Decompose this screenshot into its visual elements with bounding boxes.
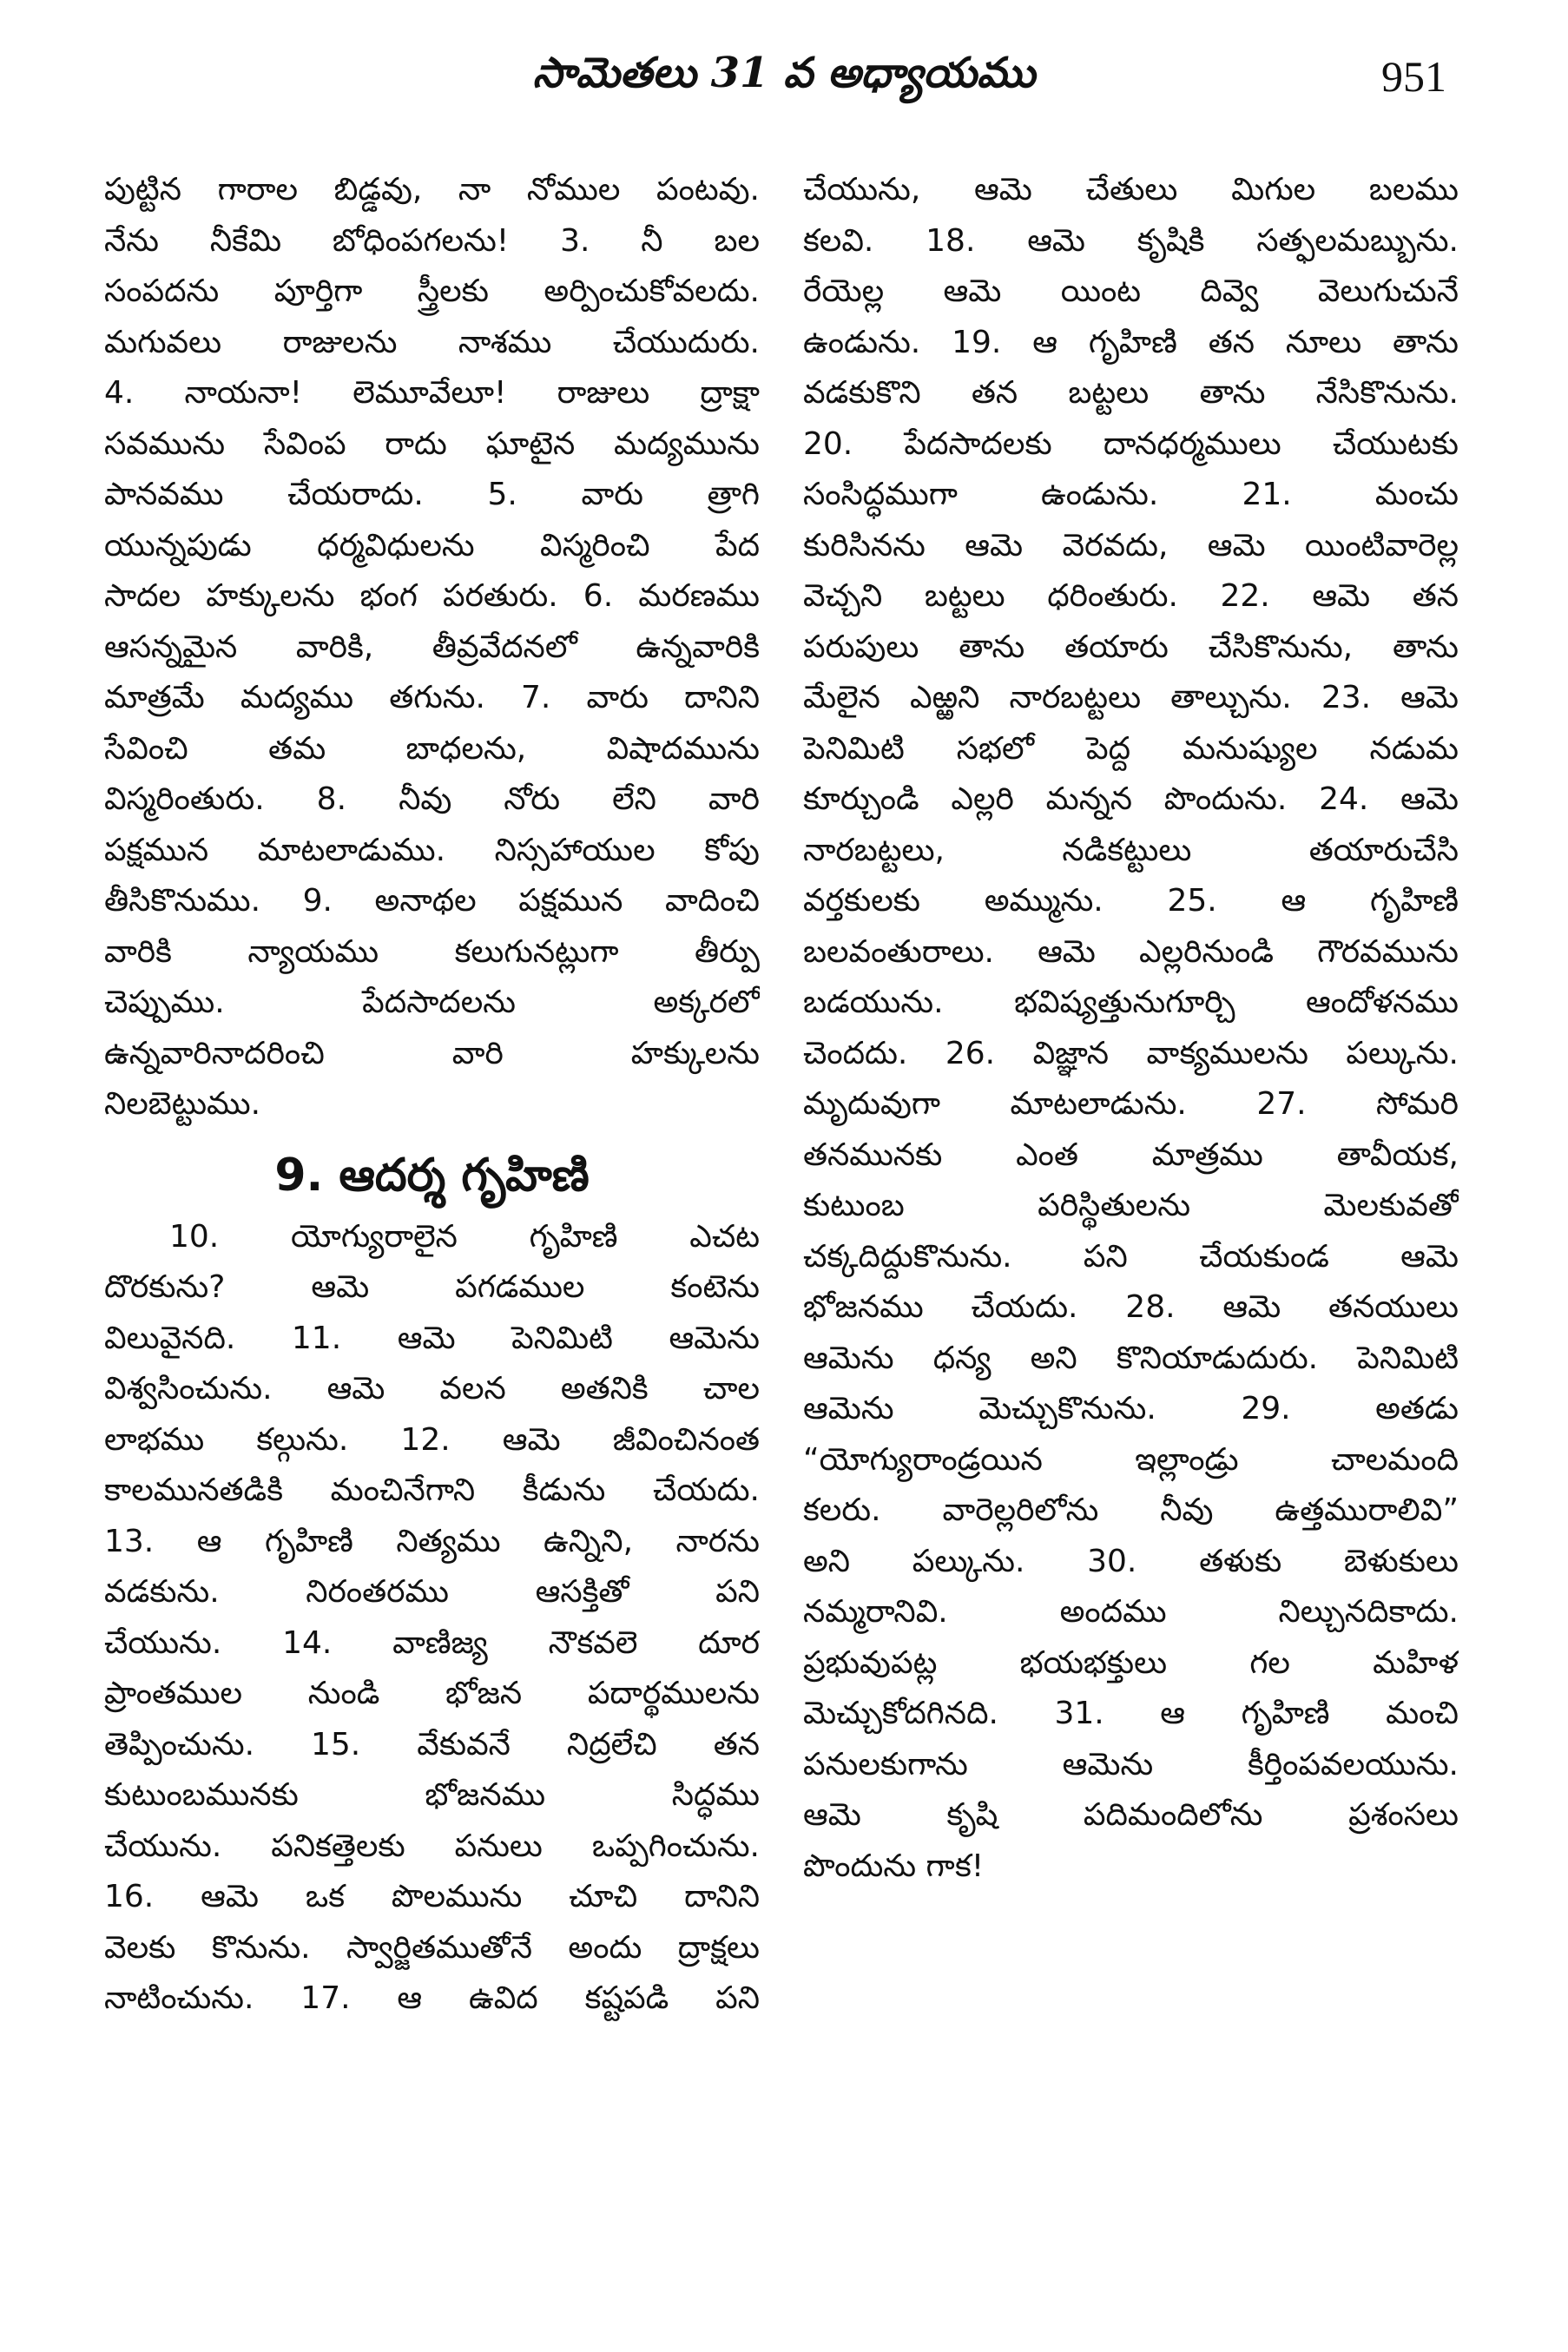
text-line: 20. పేదసాదలకు దానధర్మములు చేయుటకు	[803, 425, 1459, 462]
page-header	[0, 38, 1568, 116]
text-line: పరుపులు తాను తయారు చేసికొనును, తాను	[803, 629, 1459, 665]
text-line: ప్రాంతముల నుండి భోజన పదార్థములను	[104, 1676, 760, 1711]
text-line: పుట్టిన గారాల బిడ్డవు, నా నోముల పంటవు.	[104, 172, 760, 208]
text-line: కురిసినను ఆమె వెరవదు, ఆమె యింటివారెల్ల	[803, 527, 1459, 563]
text-line: నేను నీకేమి బోధింపగలను! 3. నీ బల	[104, 222, 760, 259]
text-line: “యోగ్యురాండ్రయిన ఇల్లాండ్రు చాలమంది	[803, 1441, 1459, 1478]
text-line: వారికి న్యాయము కలుగునట్లుగా తీర్పు	[104, 933, 760, 970]
page-number: 951	[1381, 52, 1446, 101]
text-line: కుటుంబ పరిస్థితులను మెలకువతో	[803, 1188, 1459, 1223]
text-line: చేయును, ఆమె చేతులు మిగుల బలము	[803, 172, 1459, 208]
text-line: పెనిమిటి సభలో పెద్ద మనుష్యుల నడుమ	[803, 730, 1459, 767]
text-line: ఉండును. 19. ఆ గృహిణి తన నూలు తాను	[803, 324, 1459, 360]
text-line: నారబట్టలు, నడికట్టులు తయారుచేసి	[803, 832, 1459, 868]
text-line: 10. యోగ్యురాలైన గృహిణి ఎచట	[169, 1218, 760, 1255]
section-heading: 9. ఆదర్శ గృహిణి	[274, 1149, 590, 1202]
text-line: మగువలు రాజులను నాశము చేయుదురు.	[104, 324, 760, 360]
text-line: వడకుకొని తన బట్టలు తాను నేసికొనును.	[803, 375, 1459, 411]
text-line: పనులకుగాను ఆమెను కీర్తింపవలయును.	[803, 1746, 1459, 1782]
text-line: చేయును. 14. వాణిజ్య నౌకవలె దూర	[104, 1624, 760, 1661]
text-line: ఆమెను ధన్య అని కొనియాడుదురు. పెనిమిటి	[803, 1340, 1459, 1376]
text-line: నాటించును. 17. ఆ ఉవిద కష్టపడి పని	[104, 1980, 760, 2016]
text-line: తెప్పించును. 15. వేకువనే నిద్రలేచి తన	[104, 1726, 760, 1762]
text-line: సంసిద్ధముగా ఉండును. 21. మంచు	[803, 477, 1459, 512]
text-line: చక్కదిద్దుకొనును. పని చేయకుండ ఆమె	[803, 1238, 1459, 1275]
text-line: మాత్రమే మద్యము తగును. 7. వారు దానిని	[104, 680, 760, 715]
text-line: వడకును. నిరంతరము ఆసక్తితో పని	[104, 1574, 760, 1610]
text-line: చెప్పుము. పేదసాదలను అక్కరలో	[104, 985, 760, 1020]
text-line: విస్మరింతురు. 8. నీవు నోరు లేని వారి	[104, 781, 760, 817]
left-column-text-before	[104, 165, 760, 1130]
text-line: చేయును. పనికత్తెలకు పనులు ఒప్పగించును.	[104, 1828, 760, 1864]
text-line: ఆమెను మెచ్చుకొనును. 29. అతడు	[803, 1391, 1459, 1426]
left-column	[104, 165, 760, 2025]
text-line: పక్షమున మాటలాడుము. నిస్సహాయుల కోపు	[104, 832, 760, 868]
text-line: ప్రభువుపట్ల భయభక్తులు గల మహిళ	[803, 1644, 1459, 1681]
text-line: వెచ్చని బట్టలు ధరింతురు. 22. ఆమె తన	[803, 578, 1459, 614]
text-line: వెలకు కొనును. స్వార్జితముతోనే అందు ద్రాక్షలు	[104, 1929, 760, 1966]
text-line: యున్నపుడు ధర్మవిధులను విస్మరించి పేద	[104, 527, 760, 563]
text-line: ఆసన్నమైన వారికి, తీవ్రవేదనలో ఉన్నవారికి	[104, 629, 760, 665]
running-title: సామెతలు 31 వ అధ్యాయము	[532, 49, 1036, 97]
text-line: కుటుంబమునకు భోజనము సిద్ధము	[104, 1777, 760, 1813]
left-column-text-after	[104, 1212, 760, 2025]
text-line: పానవము చేయరాదు. 5. వారు త్రాగి	[104, 477, 760, 512]
text-line: దొరకును? ఆమె పగడముల కంటెను	[104, 1269, 760, 1305]
text-line: తనమునకు ఎంత మాత్రము తావీయక,	[803, 1136, 1459, 1173]
text-line: నమ్మరానివి. అందము నిల్చునదికాదు.	[803, 1594, 1459, 1630]
text-line: సంపదను పూర్తిగా స్త్రీలకు అర్పించుకోవలదు.	[104, 273, 760, 309]
text-line: ఉన్నవారినాదరించి వారి హక్కులను	[104, 1035, 760, 1071]
text-line: 4. నాయనా! లెమూవేలూ! రాజులు ద్రాక్షా	[104, 375, 760, 411]
text-line: మృదువుగా మాటలాడును. 27. సోమరి	[803, 1086, 1459, 1122]
right-column	[803, 165, 1459, 1892]
text-line: వర్తకులకు అమ్మును. 25. ఆ గృహిణి	[803, 883, 1459, 919]
text-line: కూర్చుండి ఎల్లరి మన్నన పొందును. 24. ఆమె	[803, 781, 1459, 817]
text-line: చెందదు. 26. విజ్ఞాన వాక్యములను పల్కును.	[803, 1035, 1459, 1071]
text-line: రేయెల్ల ఆమె యింట దివ్వె వెలుగుచునే	[803, 273, 1459, 309]
text-line: ఆమె కృషి పదిమందిలోను ప్రశంసలు	[803, 1797, 1459, 1833]
text-line: బడయును. భవిష్యత్తునుగూర్చి ఆందోళనము	[803, 985, 1459, 1020]
text-line: 13. ఆ గృహిణి నిత్యము ఉన్నిని, నారను	[104, 1523, 760, 1559]
text-line: కలరు. వారెల్లరిలోను నీవు ఉత్తమురాలివి”	[803, 1492, 1459, 1528]
text-line: సవమును సేవింప రాదు ఘాటైన మద్యమును	[104, 425, 760, 462]
text-line: మేలైన ఎఱ్ఱని నారబట్టలు తాల్చును. 23. ఆమె	[803, 680, 1459, 715]
text-line: మెచ్చుకోదగినది. 31. ఆ గృహిణి మంచి	[803, 1696, 1459, 1731]
text-line: కాలమునతడికి మంచినేగాని కీడును చేయదు.	[104, 1472, 760, 1508]
text-line: నిలబెట్టుము.	[104, 1086, 261, 1122]
text-line: అని పల్కును. 30. తళుకు బెళుకులు	[803, 1543, 1459, 1579]
text-line: పొందును గాక!	[803, 1848, 985, 1884]
text-line: విలువైనది. 11. ఆమె పెనిమిటి ఆమెను	[104, 1320, 760, 1356]
text-line: విశ్వసించును. ఆమె వలన అతనికి చాల	[104, 1371, 760, 1407]
text-line: సాదల హక్కులను భంగ పరతురు. 6. మరణము	[104, 578, 760, 614]
text-line: లాభము కల్గును. 12. ఆమె జీవించినంత	[104, 1421, 760, 1458]
text-line: కలవి. 18. ఆమె కృషికి సత్ఫలమబ్బును.	[803, 222, 1459, 259]
text-line: 16. ఆమె ఒక పొలమును చూచి దానిని	[104, 1879, 760, 1914]
text-line: తీసికొనుము. 9. అనాథల పక్షమున వాదించి	[104, 883, 760, 919]
text-line: భోజనము చేయదు. 28. ఆమె తనయులు	[803, 1289, 1459, 1325]
text-line: సేవించి తమ బాధలను, విషాదమును	[104, 730, 760, 767]
text-line: బలవంతురాలు. ఆమె ఎల్లరినుండి గౌరవమును	[803, 933, 1459, 970]
